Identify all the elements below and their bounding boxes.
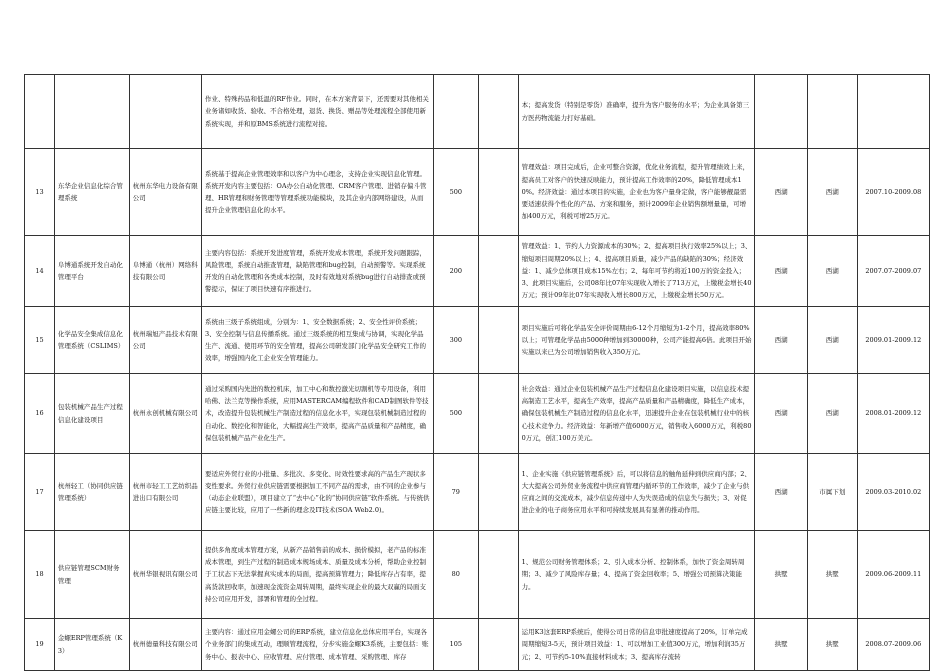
row-number — [25, 75, 55, 149]
project-description: 作业、特殊药品和低温的RF作业。同时，在本方案背景下，还需要对其他相关业务诸如收货、验收、不合格处理，退货、换货、赠品等处理流程全部使用新系统实现，并和原BMS系统进行流程对接。 — [201, 75, 433, 149]
district-secondary: 拱墅 — [807, 619, 857, 671]
table-row — [25, 307, 930, 374]
project-name: 金螺ERP管理系统（K3） — [54, 619, 129, 671]
project-period: 2009.01-2009.12 — [857, 307, 929, 374]
project-table — [24, 74, 930, 671]
company-name — [129, 75, 201, 149]
district-secondary: 市属下划 — [807, 454, 857, 531]
project-benefit: 项目实施后可将化学品安全评价周期由6-12个月缩短为1-2个月，提高效率80%以上；可管理化学品由5000种增加到30000种，公司产能提高6倍。此项目开始实施以来已为公司增加销售收入350万元。 — [518, 307, 755, 374]
project-period: 2007.10-2009.08 — [857, 149, 929, 236]
company-name: 杭州永创机械有限公司 — [129, 374, 201, 454]
district-secondary: 西湖 — [807, 236, 857, 307]
district: 拱墅 — [755, 619, 807, 671]
project-period: 2008.07-2009.06 — [857, 619, 929, 671]
district: 西湖 — [755, 236, 807, 307]
row-number: 13 — [25, 149, 55, 236]
row-number: 15 — [25, 307, 55, 374]
table-row — [25, 236, 930, 307]
project-description: 提供多角度成本管理方案，从新产品销售前的成本、损价模拟，老产品的标准成本管理，到生产过程的制造成本规场成本、质量及成本分析，帮助企业控制于工状态下无法掌握真实成本的局面，提高预算管理力；降低库存占有率，提高货款回收率，加速现金流资金周转周期，最终实现企业的最大双赢的局面支持公司应用开发，部署和管理的全过程。 — [201, 531, 433, 619]
project-name: 杭州轻工（协同供应链管理系统） — [54, 454, 129, 531]
table-row — [25, 454, 930, 531]
table-row — [25, 531, 930, 619]
project-description: 主要内容：通过应用金螺公司的ERP系统，建立信息化总体应用平台，实现各个业务部门的集成互动，理顺管理流程，分步实施金螺K3系统，主要包括：账务中心、报表中心、应收管理、应付管理、成本管理、采购管理、库存 — [201, 619, 433, 671]
district: 西湖 — [755, 149, 807, 236]
project-period: 2007.07-2009.07 — [857, 236, 929, 307]
project-description: 通过采购国内先进的数控机床，加工中心和数控激光切割机等专用设备，利用哈佛、法兰克等操作系统，应用MASTERCAM编程软件和CAD制图软件等技术，改造提升包装机械生产制造过程的信息化水平，实现包装机械制造过程的自动化、数控化和智能化，大幅提高生产效率，提高产品质量和产品精度，确保包装机械产品产业化生产。 — [201, 374, 433, 454]
project-benefit: 1、企业实施《供应链管理系统》后，可以将信息的触角延伸到供应商内部；2、大大提高公司外贸业务流程中供应商管理内循环节的工作效率，减少了企业与供应商之间的交流成本，减少信息传递中人为失误造成的信息失与损失；3、对促进企业的电子商务应用水平和可持续发展具有显著的推动作用。 — [518, 454, 755, 531]
district-secondary — [807, 75, 857, 149]
project-period — [857, 75, 929, 149]
investment-amount: 79 — [433, 454, 478, 531]
investment-amount: 500 — [433, 374, 478, 454]
project-name: 包装机械产品生产过程信息化建设项目 — [54, 374, 129, 454]
investment-amount: 200 — [433, 236, 478, 307]
project-benefit: 管理效益：1、节约人力资源成本的30%；2、提高项目执行效率25%以上；3、缩短项目周期20%以上；4、提高项目质量，减少产品的缺陷的30%；经济效益：1、减少总体项目成本15%左右；2、每年可节约将近100万的资金投入；3、此项目实施后，公司08年比07年实现收入增长了713万元，上缴税金增长40万元；预计09年比07年实现收入增长800万元，上缴税金增长50万元。 — [518, 236, 755, 307]
project-name: 东华企业信息化综合管理系统 — [54, 149, 129, 236]
blank-cell — [478, 454, 518, 531]
district: 拱墅 — [755, 531, 807, 619]
company-name: 杭州东华电力设备有限公司 — [129, 149, 201, 236]
blank-cell — [478, 307, 518, 374]
company-name: 杭州华银视讯有限公司 — [129, 531, 201, 619]
project-period: 2008.01-2009.12 — [857, 374, 929, 454]
district: 西湖 — [755, 307, 807, 374]
project-period: 2009.03-2010.02 — [857, 454, 929, 531]
district-secondary: 西湖 — [807, 149, 857, 236]
project-benefit: 管理效益：项目完成后，企业可整合资源，优化业务流程，提升管理绩效上来，提高员工对客户的快速反映能力，预计提高工作效率的20%，降低管理成本10%。经济效益：通过本项目的实施，企业也为客户量身定做，客户能够靓最需要适速获得个性化的产品、方案和服务，预计2009年企业销售额增量量，可增加400万元，利税可增25万元。 — [518, 149, 755, 236]
row-number: 17 — [25, 454, 55, 531]
blank-cell — [478, 75, 518, 149]
investment-amount: 300 — [433, 307, 478, 374]
investment-amount — [433, 75, 478, 149]
district-secondary: 西湖 — [807, 307, 857, 374]
row-number: 14 — [25, 236, 55, 307]
investment-amount: 105 — [433, 619, 478, 671]
investment-amount: 500 — [433, 149, 478, 236]
project-name — [54, 75, 129, 149]
company-name: 杭州德量科技有限公司 — [129, 619, 201, 671]
project-period: 2009.06-2009.11 — [857, 531, 929, 619]
project-benefit: 运用K3这套ERP系统后，使得公司日常的信息审批速度提高了20%，订单完成周期缩短3-5天，预计项目效益：1、可以增加工业值300万元，增加利润35万元；2、可节约5-10%直接材料成本；3、提高库存流转 — [518, 619, 755, 671]
table-row — [25, 619, 930, 671]
project-name: 阜博通系统开发自动化管理平台 — [54, 236, 129, 307]
row-number: 18 — [25, 531, 55, 619]
company-name: 阜博通（杭州）网络科技有限公司 — [129, 236, 201, 307]
table-row — [25, 374, 930, 454]
table-row — [25, 149, 930, 236]
project-name: 化学品安全集成信息化管理系统（CSLIMS） — [54, 307, 129, 374]
table-row — [25, 75, 930, 149]
blank-cell — [478, 531, 518, 619]
district-secondary: 拱墅 — [807, 531, 857, 619]
row-number: 19 — [25, 619, 55, 671]
district: 西湖 — [755, 374, 807, 454]
company-name: 杭州瑞旭产品技术有限公司 — [129, 307, 201, 374]
project-description: 主要内容包括：系统开发进度管理，系统开发成本管理，系统开发问题跟踪，风险管理，系统自动推查管理，缺陷管理和bug控制，自动预警等。实现系统开发的自动化管理和各类成本控制，及时有效地对系统bug进行自动排查或预警提示，保证了项目快速有序推进行。 — [201, 236, 433, 307]
blank-cell — [478, 236, 518, 307]
blank-cell — [478, 149, 518, 236]
blank-cell — [478, 374, 518, 454]
blank-cell — [478, 619, 518, 671]
project-benefit: 社会效益：通过企业包装机械产品生产过程信息化建设项目实施，以信息技术提高制造工艺水平，提高生产效率，提高产品质量和产品精确度，降低生产成本，确保包装机械生产制造过程的信息化水平，迅速提升企业在包装机械行业中的核心技术竞争力。经济效益：年新增产值6000万元，销售收入6000万元，利税800万元，创汇100万美元。 — [518, 374, 755, 454]
district-secondary: 西湖 — [807, 374, 857, 454]
investment-amount: 80 — [433, 531, 478, 619]
project-description: 系统由三级子系统组成，分别为：1、安全数据系统；2、安全性评价系统；3、安全控制与信息传播系统。通过三级系统的相互集成与协调，实现化学品生产、流通、使用环节的安全管理，提高公司研发部门化学品安全研究工作的效率，增强国内化工企业安全管理能力。 — [201, 307, 433, 374]
district: 西湖 — [755, 454, 807, 531]
company-name: 杭州市轻工工艺纺织品进出口有限公司 — [129, 454, 201, 531]
district — [755, 75, 807, 149]
row-number: 16 — [25, 374, 55, 454]
project-benefit: 1、规范公司财务管理体系；2、引入成本分析、控制体系，加快了资金周转周期；3、减少了风险库存量；4、提高了资金回收率；5、增强公司预算决策能力。 — [518, 531, 755, 619]
project-description: 系统基于提高企业管理效率和以客户为中心理念，支持企业实现信息化管理。系统开发内容主要包括：OA办公自动化管理、CRM客户管理、进销存偏斗管理、HR管理和财务管理等管理系统功能模块，及其企业内部网络建设，从而提升企业管理信息化的水平。 — [201, 149, 433, 236]
project-benefit: 本；提高发货（特别是零货）准确率，提升为客户服务的水平；为企业具备第三方医药物流能力打好基础。 — [518, 75, 755, 149]
project-description: 要适应外贸行业的小批量、多批次、多变化、时效性要求高的产品生产现状多变性要求。外贸行业供应链需要根据加工不同产品的需求，由不同的企业参与（动态企业联盟），项目建立了“去中心”化的“协同供应链”软件系统。与传统供应链主要比较，应用了一些新的理念及IT技术(SOA Web2.0)。 — [201, 454, 433, 531]
project-name: 供应链管理SCM财务管理 — [54, 531, 129, 619]
